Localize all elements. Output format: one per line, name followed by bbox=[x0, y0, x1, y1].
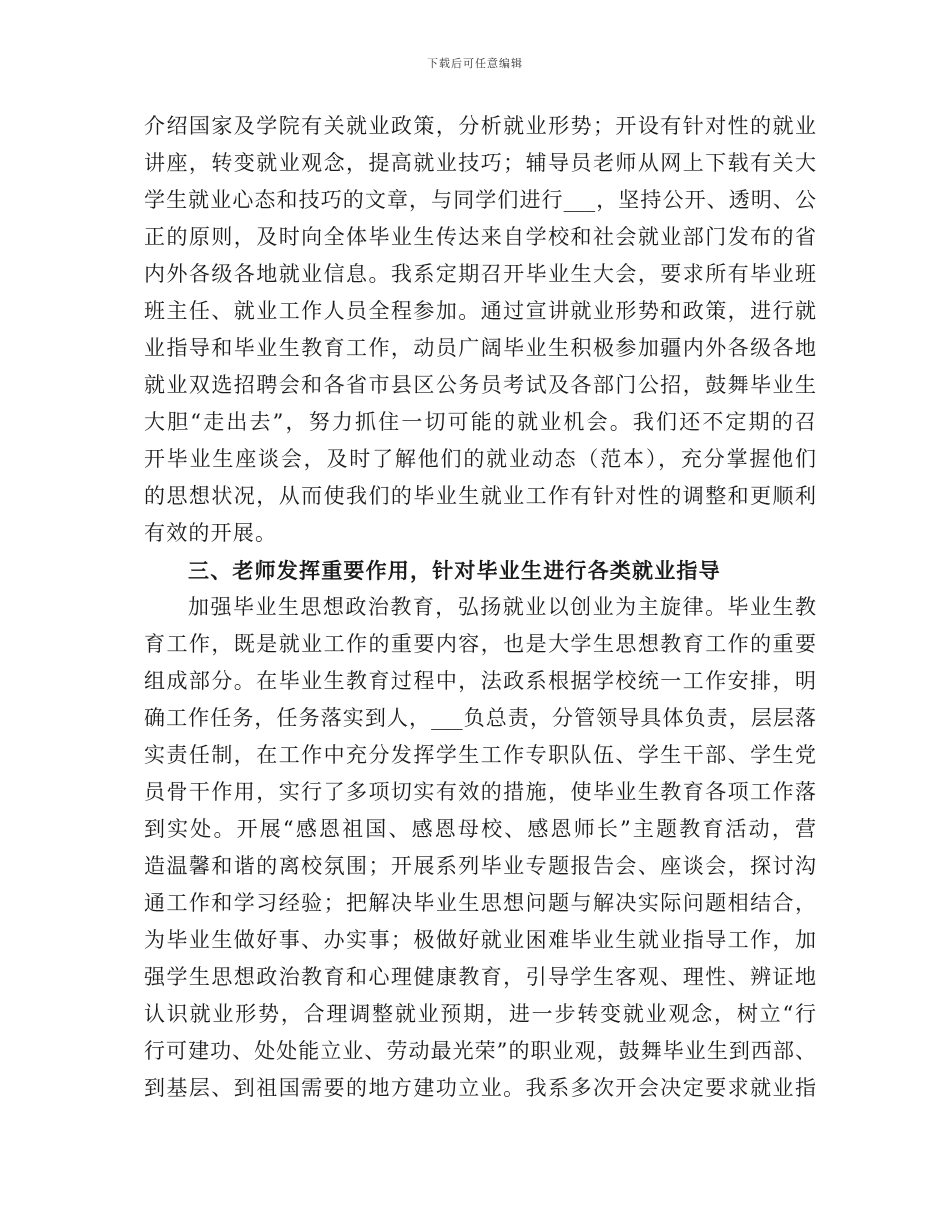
paragraph-line: 开毕业生座谈会，及时了解他们的就业动态（范本），充分掌握他们 bbox=[144, 447, 816, 471]
paragraph-line: 业指导和毕业生教育工作，动员广阔毕业生积极参加疆内外各级各地 bbox=[144, 336, 816, 360]
paragraph-line: 行可建功、处处能立业、劳动最光荣”的职业观，鼓舞毕业生到西部、 bbox=[144, 1039, 816, 1063]
document-body bbox=[144, 108, 816, 1107]
paragraph-line: 的思想状况，从而使我们的毕业生就业工作有针对性的调整和更顺利 bbox=[144, 484, 816, 508]
paragraph-line: 有效的开展。 bbox=[144, 521, 278, 545]
paragraph-line: 实责任制，在工作中充分发挥学生工作专职队伍、学生干部、学生党 bbox=[144, 743, 816, 767]
paragraph-line: 认识就业形势，合理调整就业预期，进一步转变就业观念，树立“行 bbox=[144, 1002, 816, 1026]
paragraph-line: 到实处。开展“感恩祖国、感恩母校、感恩师长”主题教育活动，营 bbox=[144, 817, 816, 841]
paragraph-line: 育工作，既是就业工作的重要内容，也是大学生思想教育工作的重要 bbox=[144, 632, 816, 656]
paragraph-line: 组成部分。在毕业生教育过程中，法政系根据学校统一工作安排，明 bbox=[144, 669, 816, 693]
paragraph-line: 内外各级各地就业信息。我系定期召开毕业生大会，要求所有毕业班 bbox=[144, 262, 816, 286]
paragraph-line: 班主任、就业工作人员全程参加。通过宣讲就业形势和政策，进行就 bbox=[144, 299, 816, 323]
paragraph-line: 通工作和学习经验；把解决毕业生思想问题与解决实际问题相结合， bbox=[144, 891, 816, 915]
paragraph-line: 强学生思想政治教育和心理健康教育，引导学生客观、理性、辨证地 bbox=[144, 965, 816, 989]
paragraph-line: 到基层、到祖国需要的地方建功立业。我系多次开会决定要求就业指 bbox=[144, 1076, 816, 1100]
paragraph-line: 加强毕业生思想政治教育，弘扬就业以创业为主旋律。毕业生教 bbox=[188, 595, 816, 619]
paragraph-line: 讲座，转变就业观念，提高就业技巧；辅导员老师从网上下载有关大 bbox=[144, 151, 816, 175]
paragraph-line: 就业双选招聘会和各省市县区公务员考试及各部门公招，鼓舞毕业生 bbox=[144, 373, 816, 397]
paragraph-line: 大胆“走出去”，努力抓住一切可能的就业机会。我们还不定期的召 bbox=[144, 410, 816, 434]
paragraph-line: 正的原则，及时向全体毕业生传达来自学校和社会就业部门发布的省 bbox=[144, 225, 816, 249]
paragraph-line: 确工作任务，任务落实到人，___负总责，分管领导具体负责，层层落 bbox=[144, 706, 816, 730]
page-header: 下载后可任意编辑 bbox=[427, 57, 523, 70]
paragraph-line: 学生就业心态和技巧的文章，与同学们进行___，坚持公开、透明、公 bbox=[144, 188, 816, 212]
paragraph-line: 造温馨和谐的离校氛围；开展系列毕业专题报告会、座谈会，探讨沟 bbox=[144, 854, 816, 878]
paragraph-line: 介绍国家及学院有关就业政策，分析就业形势；开设有针对性的就业 bbox=[144, 114, 816, 138]
section-heading: 三、老师发挥重要作用，针对毕业生进行各类就业指导 bbox=[188, 558, 721, 583]
paragraph-line: 员骨干作用，实行了多项切实有效的措施，使毕业生教育各项工作落 bbox=[144, 780, 816, 804]
paragraph-line: 为毕业生做好事、办实事；极做好就业困难毕业生就业指导工作，加 bbox=[144, 928, 816, 952]
